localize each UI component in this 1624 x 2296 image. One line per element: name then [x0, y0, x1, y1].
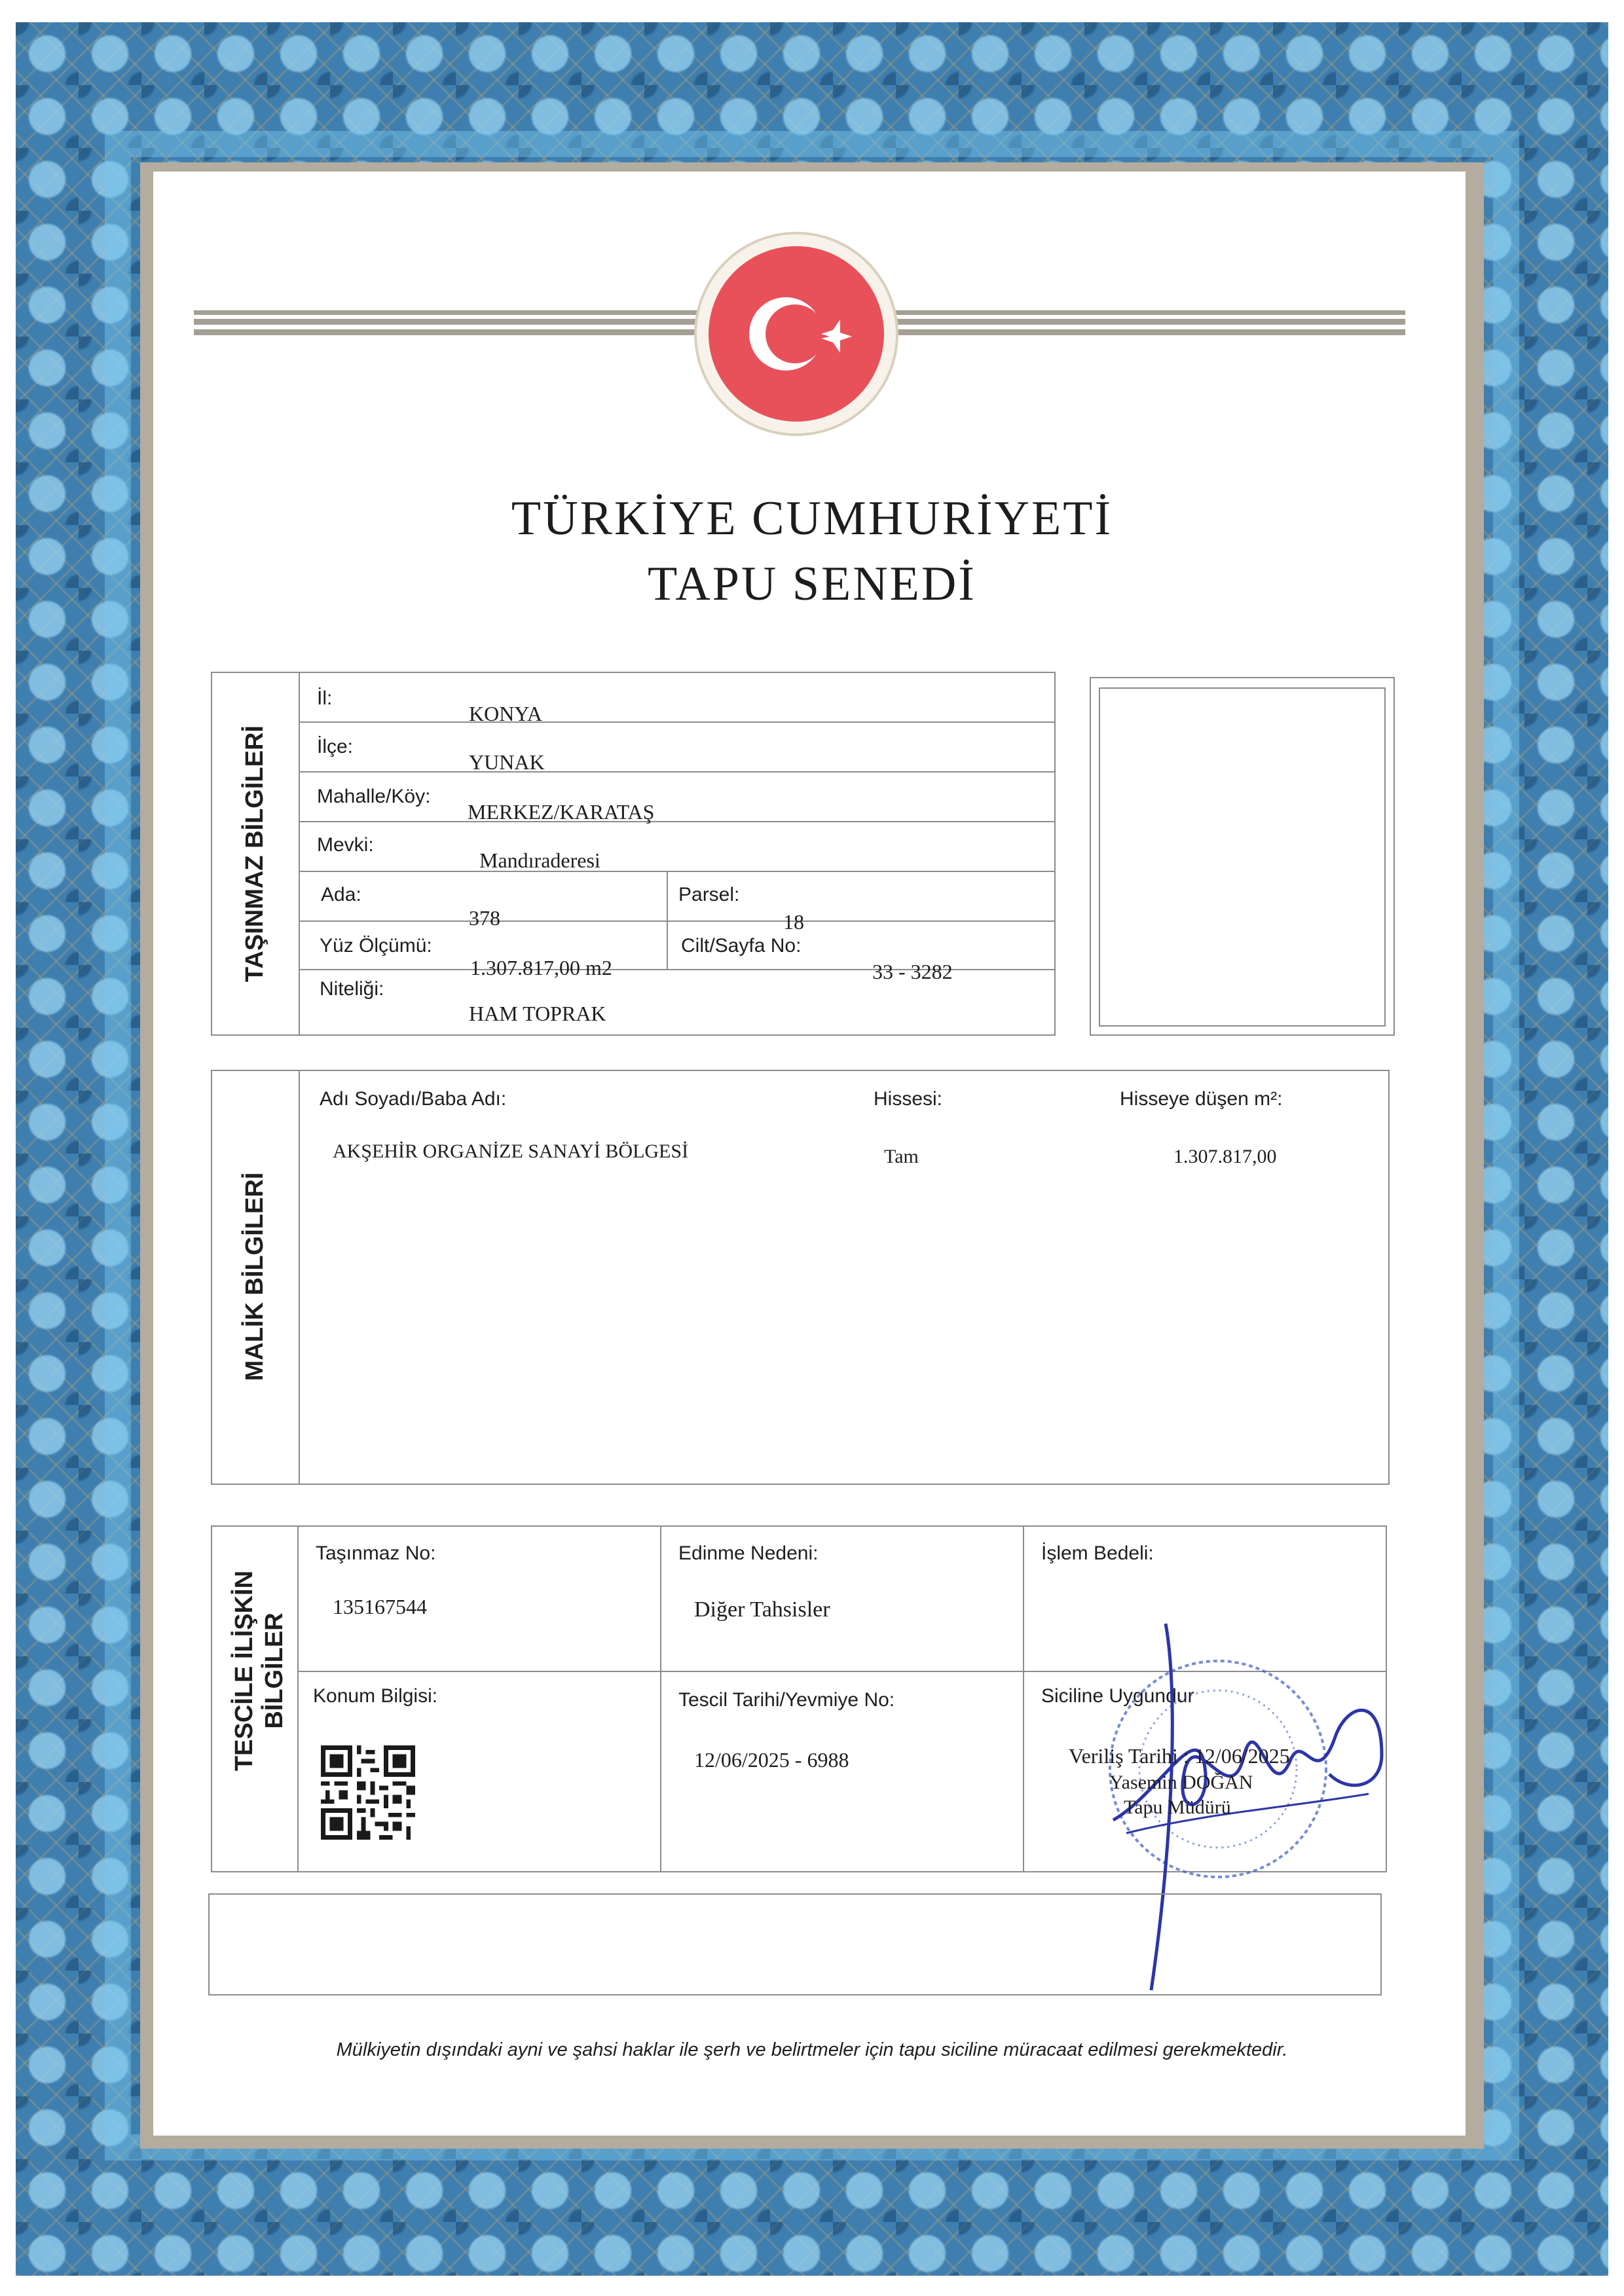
edinme-label: Edinme Nedeni: [678, 1542, 819, 1564]
malik-section-title: MALİK BİLGİLERİ [241, 1172, 268, 1381]
cilt-sayfa-label: Cilt/Sayfa No: [681, 935, 802, 957]
ilce-value: YUNAK [469, 750, 545, 774]
ilce-label: İlçe: [317, 736, 354, 757]
owner-share: Tam [884, 1146, 919, 1167]
il-label: İl: [317, 687, 333, 709]
turkish-flag-icon [709, 246, 884, 422]
konum-label: Konum Bilgisi: [313, 1685, 438, 1707]
mevki-value: Mandıraderesi [479, 848, 600, 872]
tasinmaz-section-title: TAŞINMAZ BİLGİLERİ [241, 725, 268, 982]
owner-area: 1.307.817,00 [1173, 1146, 1277, 1167]
document-title-line1: TÜRKİYE CUMHURİYETİ [511, 492, 1113, 545]
mudur-name: Yasemin DOĞAN [1109, 1772, 1253, 1793]
header-band-right [895, 310, 1405, 337]
owner-name-header: Adı Soyadı/Baba Adı: [320, 1088, 507, 1110]
parsel-value: 18 [783, 910, 804, 934]
mahalle-label: Mahalle/Köy: [317, 786, 431, 807]
yuz-olcumu-label: Yüz Ölçümü: [320, 935, 432, 957]
ada-value: 378 [469, 906, 500, 930]
il-value: KONYA [469, 702, 542, 725]
mahalle-value: MERKEZ/KARATAŞ [468, 800, 655, 824]
header-band-left [194, 310, 698, 337]
tescil-tarihi-value: 12/06/2025 - 6988 [694, 1748, 849, 1772]
photo-frame-inner [1099, 687, 1386, 1027]
annotation-box [208, 1893, 1382, 1995]
owner-name: AKŞEHİR ORGANİZE SANAYİ BÖLGESİ [333, 1140, 689, 1162]
cilt-sayfa-value: 33 - 3282 [872, 960, 953, 983]
yuz-olcumu-value: 1.307.817,00 m2 [470, 956, 612, 979]
owner-area-header: Hisseye düşen m²: [1120, 1088, 1283, 1110]
ada-label: Ada: [321, 884, 361, 905]
edinme-value: Diğer Tahsisler [694, 1597, 830, 1622]
owner-share-header: Hissesi: [874, 1088, 943, 1110]
qr-code-icon [321, 1745, 415, 1840]
parsel-label: Parsel: [678, 884, 740, 905]
document-title-line2: TAPU SENEDİ [648, 557, 976, 611]
footer-note: Mülkiyetin dışındaki ayni ve şahsi haklar ile şerh ve belirtmeler için tapu siciline müracaat edilmesi gerekmektedir. [336, 2039, 1288, 2060]
tasinmaz-no-value: 135167544 [333, 1595, 427, 1618]
niteligi-value: HAM TOPRAK [469, 1002, 606, 1025]
mudur-title: Tapu Müdürü [1124, 1796, 1231, 1818]
verilis-tarihi: Veriliş Tarihi : 12/06/2025 [1069, 1744, 1290, 1768]
islem-bedeli-label: İşlem Bedeli: [1041, 1542, 1154, 1564]
tescil-title-line1: TESCİLE İLİŞKİN [231, 1570, 258, 1772]
tasinmaz-no-label: Taşınmaz No: [316, 1542, 436, 1564]
sicil-uygun-label: Siciline Uygundur [1041, 1685, 1194, 1707]
tescil-title-line2: BİLGİLER [261, 1613, 288, 1729]
niteligi-label: Niteliği: [320, 978, 384, 1000]
tescil-tarihi-label: Tescil Tarihi/Yevmiye No: [678, 1689, 895, 1711]
tescil-section-title [229, 1501, 289, 1841]
malik-section [211, 1070, 1390, 1485]
mevki-label: Mevki: [317, 834, 374, 856]
